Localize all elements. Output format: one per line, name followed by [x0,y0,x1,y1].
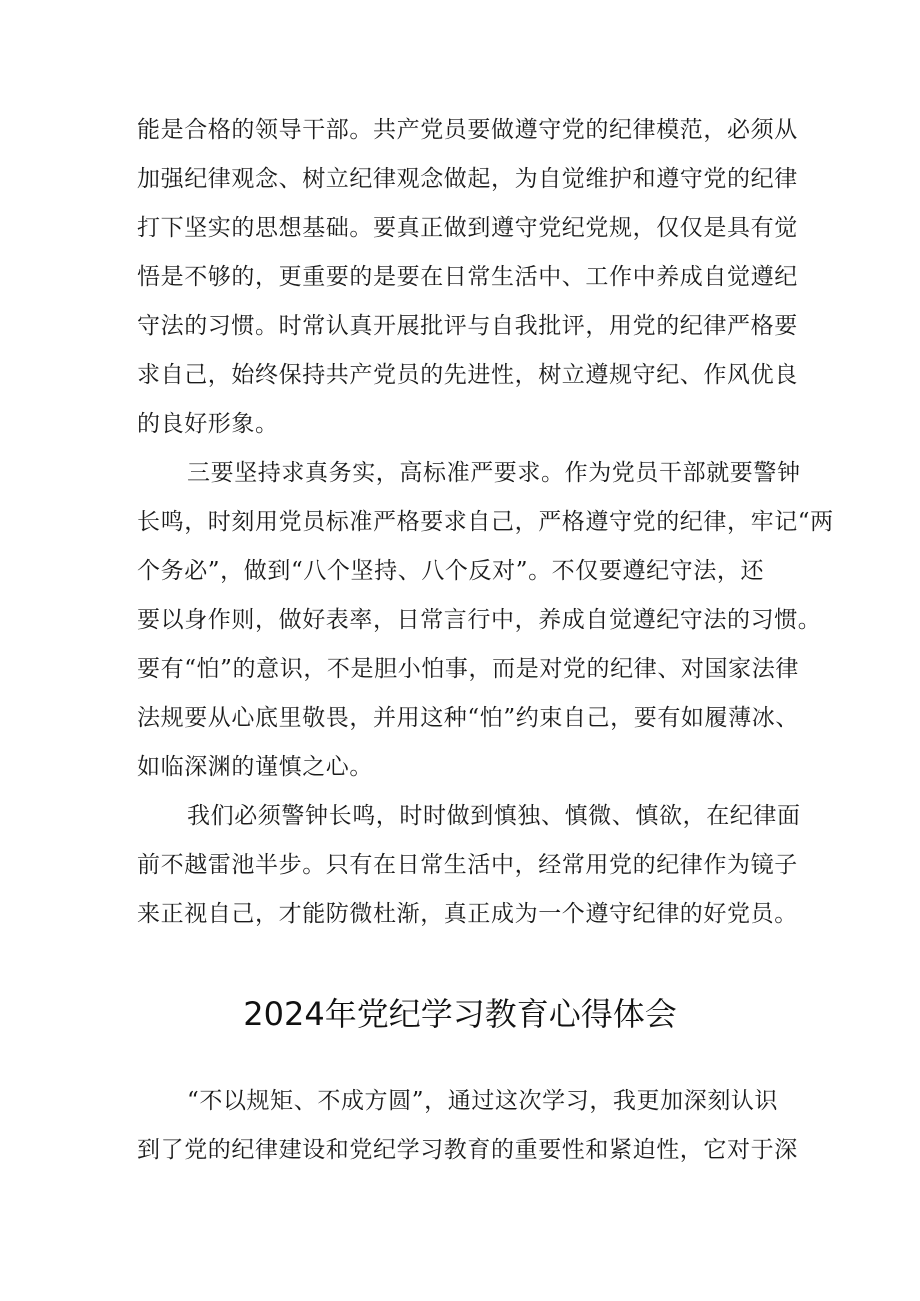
text-line: 悟是不够的，更重要的是要在日常生活中、工作中养成自觉遵纪 [137,264,798,290]
text-line: 打下坚实的思想基础。要真正做到遵守党纪党规，仅仅是具有觉 [137,215,798,241]
text-line: 到了党的纪律建设和党纪学习教育的重要性和紧迫性，它对于深 [137,1137,798,1163]
text-line: 法规要从心底里敬畏，并用这种“怕”约束自己，要有如履薄冰、 [137,705,799,731]
text-line: 要以身作则，做好表率，日常言行中，养成自觉遵纪守法的习惯。 [137,607,822,633]
text-line: 来正视自己，才能防微杜渐，真正成为一个遵守纪律的好党员。 [137,901,798,927]
text-line: 个务必”，做到“八个坚持、八个反对”。不仅要遵纪守法，还 [137,558,765,584]
text-line: 三要坚持求真务实，高标准严要求。作为党员干部就要警钟 [187,460,801,486]
text-line: 我们必须警钟长鸣，时时做到慎独、慎微、慎欲，在纪律面 [187,803,801,829]
text-line: 长鸣，时刻用党员标准严格要求自己，严格遵守党的纪律，牢记“两 [137,509,834,535]
text-line: 如临深渊的谨慎之心。 [137,754,373,780]
text-line: 要有“怕”的意识，不是胆小怕事，而是对党的纪律、对国家法律 [137,656,799,682]
text-line: 守法的习惯。时常认真开展批评与自我批评，用党的纪律严格要 [137,313,798,339]
text-line: “不以规矩、不成方圆”，通过这次学习，我更加深刻认识 [187,1088,779,1114]
text-line: 求自己，始终保持共产党员的先进性，树立遵规守纪、作风优良 [137,362,798,388]
text-line: 加强纪律观念、树立纪律观念做起，为自觉维护和遵守党的纪律 [137,166,798,192]
section-title: 2024年党纪学习教育心得体会 [243,995,677,1033]
text-line: 前不越雷池半步。只有在日常生活中，经常用党的纪律作为镜子 [137,852,798,878]
text-line: 的良好形象。 [137,411,279,437]
text-line: 能是合格的领导干部。共产党员要做遵守党的纪律模范，必须从 [137,117,798,143]
